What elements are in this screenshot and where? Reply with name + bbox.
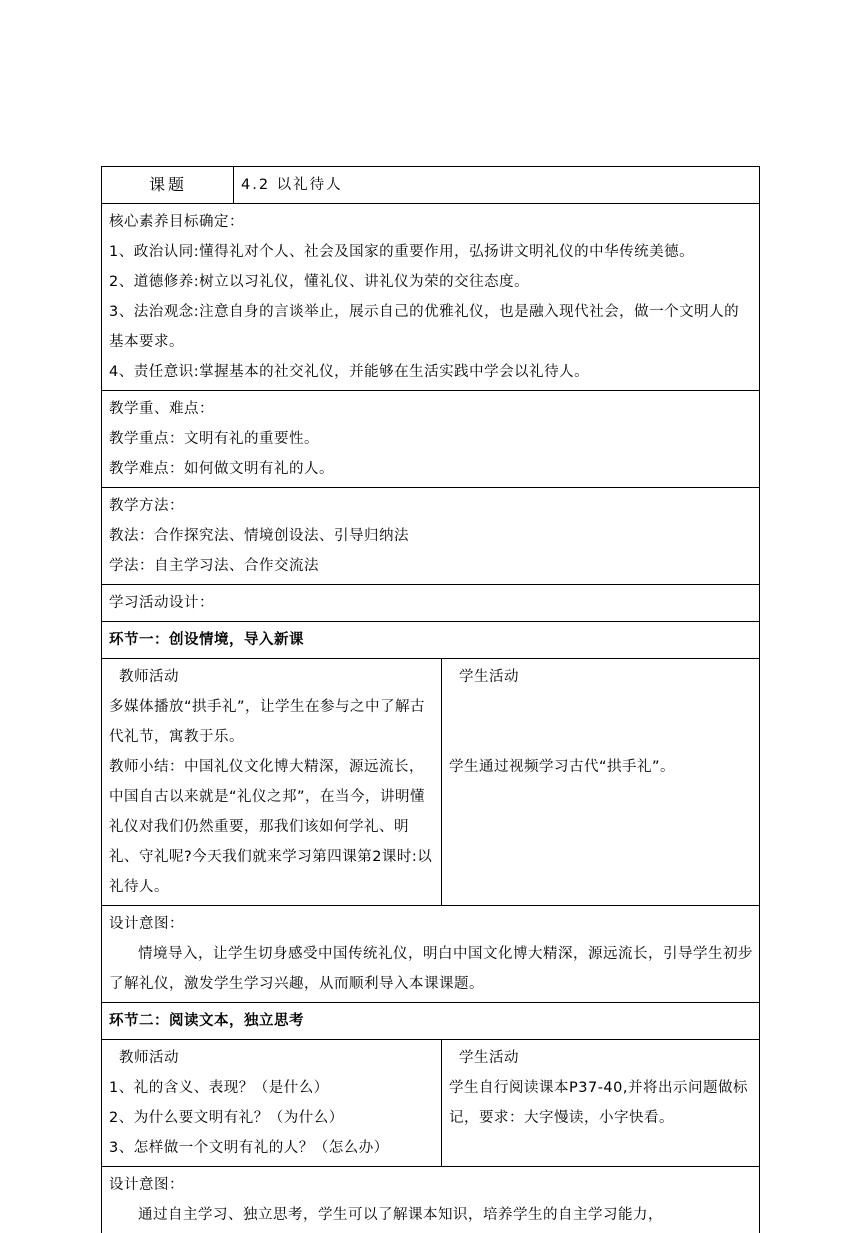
section2-question: 2、为什么要文明有礼？（为什么） (109, 1103, 435, 1133)
section1-design-cell (102, 906, 760, 1003)
section2-heading: 环节二：阅读文本，独立思考 (102, 1003, 760, 1040)
objective-item: 4、责任意识:掌握基本的社交礼仪，并能够在生活实践中学会以礼待人。 (109, 357, 753, 387)
section1-student-text: 学生通过视频学习古代“拱手礼”。 (449, 752, 753, 782)
title-row (102, 167, 760, 204)
section1-teacher-label: 教师活动 (109, 662, 435, 692)
section2-design-cell (102, 1167, 760, 1233)
section2-question: 1、礼的含义、表现？（是什么） (109, 1073, 435, 1103)
activity-design-heading: 学习活动设计： (102, 585, 760, 622)
section1-heading: 环节一：创设情境，导入新课 (102, 622, 760, 659)
key-points-cell (102, 391, 760, 488)
objective-item: 2、道德修养:树立以习礼仪，懂礼仪、讲礼仪为荣的交往态度。 (109, 267, 753, 297)
objective-item: 3、法治观念:注意自身的言谈举止，展示自己的优雅礼仪，也是融入现代社会，做一个文明人的基本要求。 (109, 297, 753, 357)
key-point-focus: 教学重点：文明有礼的重要性。 (109, 424, 753, 454)
section1-heading-row (102, 622, 760, 659)
section2-student-cell (442, 1040, 760, 1167)
section2-design-text: 通过自主学习、独立思考，学生可以了解课本知识，培养学生的自主学习能力， (109, 1200, 753, 1230)
objectives-row (102, 204, 760, 391)
methods-heading: 教学方法： (109, 491, 753, 521)
key-points-row (102, 391, 760, 488)
section1-teacher-text: 多媒体播放“拱手礼”，让学生在参与之中了解古代礼节，寓教于乐。 (109, 692, 435, 752)
methods-row (102, 488, 760, 585)
section2-student-label: 学生活动 (449, 1043, 753, 1073)
objectives-heading: 核心素养目标确定： (109, 207, 753, 237)
section2-heading-row (102, 1003, 760, 1040)
section2-question: 3、怎样做一个文明有礼的人？（怎么办） (109, 1133, 435, 1163)
section1-design-label: 设计意图： (109, 909, 753, 939)
section2-teacher-cell (102, 1040, 442, 1167)
section1-design-row (102, 906, 760, 1003)
section1-teacher-cell (102, 659, 442, 906)
section2-teacher-label: 教师活动 (109, 1043, 435, 1073)
section2-design-row (102, 1167, 760, 1233)
section1-activities-row (102, 659, 760, 906)
section1-design-text: 情境导入，让学生切身感受中国传统礼仪，明白中国文化博大精深，源远流长，引导学生初步了解礼仪，激发学生学习兴趣，从而顺利导入本课课题。 (109, 939, 753, 999)
teaching-method: 教法：合作探究法、情境创设法、引导归纳法 (109, 521, 753, 551)
objectives-cell (102, 204, 760, 391)
learning-method: 学法：自主学习法、合作交流法 (109, 551, 753, 581)
section2-design-label: 设计意图： (109, 1170, 753, 1200)
methods-cell (102, 488, 760, 585)
section1-student-label: 学生活动 (449, 662, 753, 692)
key-point-difficulty: 教学难点：如何做文明有礼的人。 (109, 454, 753, 484)
section1-teacher-summary: 教师小结：中国礼仪文化博大精深，源远流长，中国自古以来就是“礼仪之邦”，在当今，讲明懂礼仪对我们仍然重要，那我们该如何学礼、明礼、守礼呢?今天我们就来学习第四课第2课时:以礼待人。 (109, 752, 435, 902)
section2-activities-row (102, 1040, 760, 1167)
title-value: 4.2 以礼待人 (234, 167, 760, 204)
section1-student-cell (442, 659, 760, 906)
section2-student-text: 学生自行阅读课本P37-40,并将出示问题做标记，要求：大字慢读，小字快看。 (449, 1073, 753, 1133)
key-points-heading: 教学重、难点： (109, 394, 753, 424)
lesson-plan-table (101, 166, 760, 1233)
objective-item: 1、政治认同:懂得礼对个人、社会及国家的重要作用，弘扬讲文明礼仪的中华传统美德。 (109, 237, 753, 267)
activity-design-row (102, 585, 760, 622)
title-label: 课题 (102, 167, 234, 204)
